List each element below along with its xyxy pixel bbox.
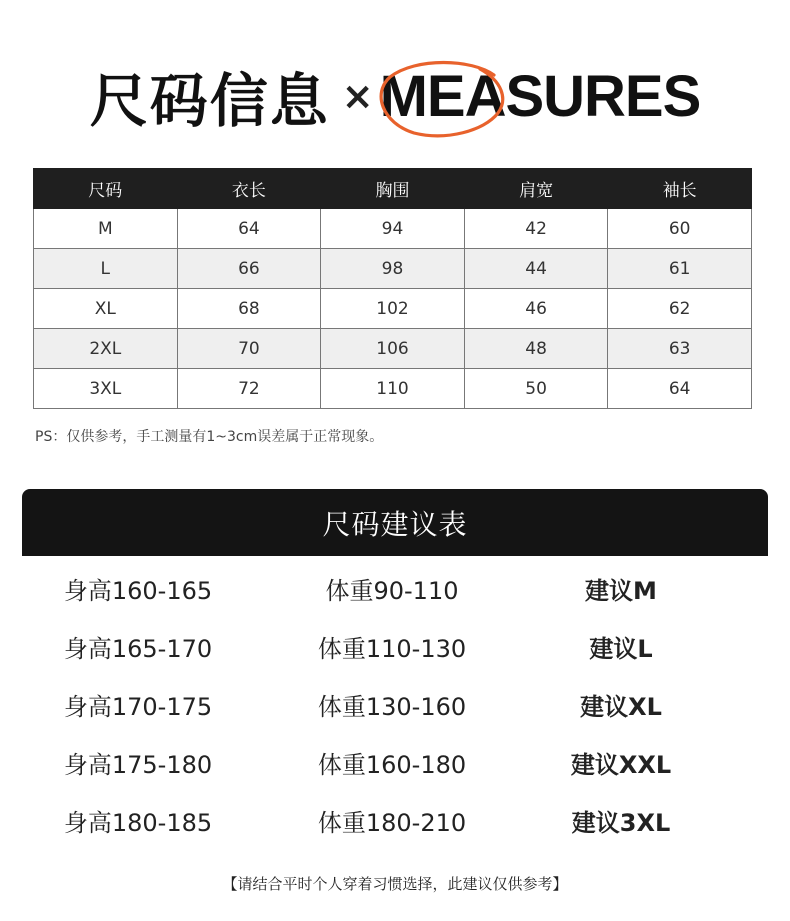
height-range: 身高180-185 xyxy=(63,809,213,837)
length-cell: 64 xyxy=(177,209,321,249)
chest-cell: 98 xyxy=(321,249,465,289)
table-header-row xyxy=(34,169,752,209)
table-row xyxy=(34,289,752,329)
length-cell: 66 xyxy=(177,249,321,289)
list-item xyxy=(0,682,790,740)
size-cell: 2XL xyxy=(34,329,178,369)
weight-range: 体重180-210 xyxy=(317,809,467,837)
list-item xyxy=(0,798,790,856)
weight-range: 体重90-110 xyxy=(325,577,459,605)
shoulder-cell: 50 xyxy=(464,369,608,409)
suggested-size: 建议XL xyxy=(580,693,662,721)
column-header: 袖长 xyxy=(608,169,752,209)
recommendation-title: 尺码建议表 xyxy=(322,507,468,541)
shoulder-cell: 44 xyxy=(464,249,608,289)
sleeve-cell: 62 xyxy=(608,289,752,329)
title-chinese: 尺码信息 xyxy=(89,67,330,135)
chest-cell: 110 xyxy=(321,369,465,409)
recommendation-list xyxy=(0,566,790,856)
chest-cell: 94 xyxy=(321,209,465,249)
table-row xyxy=(34,249,752,289)
footer-disclaimer: 【请结合平时个人穿着习惯选择，此建议仅供参考】 xyxy=(222,875,568,893)
weight-range: 体重130-160 xyxy=(317,693,467,721)
height-range: 身高170-175 xyxy=(63,693,213,721)
title-english-wrap xyxy=(380,63,701,130)
title-english: MEASURES xyxy=(379,63,701,129)
height-range: 身高160-165 xyxy=(63,577,213,605)
column-header: 衣长 xyxy=(177,169,321,209)
table-row xyxy=(34,369,752,409)
column-header: 尺码 xyxy=(34,169,178,209)
column-header: 肩宽 xyxy=(464,169,608,209)
table-row xyxy=(34,329,752,369)
page-title xyxy=(0,56,790,136)
list-item xyxy=(0,624,790,682)
sleeve-cell: 63 xyxy=(608,329,752,369)
sleeve-cell: 61 xyxy=(608,249,752,289)
column-header: 胸围 xyxy=(321,169,465,209)
chest-cell: 106 xyxy=(321,329,465,369)
list-item xyxy=(0,566,790,624)
measurement-note: PS：仅供参考，手工测量有1~3cm误差属于正常现象。 xyxy=(35,429,384,445)
title-separator: × xyxy=(341,74,374,118)
suggested-size: 建议3XL xyxy=(571,809,671,837)
size-cell: 3XL xyxy=(34,369,178,409)
length-cell: 72 xyxy=(177,369,321,409)
table-row xyxy=(34,209,752,249)
chest-cell: 102 xyxy=(321,289,465,329)
size-cell: L xyxy=(34,249,178,289)
sleeve-cell: 64 xyxy=(608,369,752,409)
length-cell: 70 xyxy=(177,329,321,369)
length-cell: 68 xyxy=(177,289,321,329)
shoulder-cell: 42 xyxy=(464,209,608,249)
sleeve-cell: 60 xyxy=(608,209,752,249)
weight-range: 体重110-130 xyxy=(317,635,467,663)
list-item xyxy=(0,740,790,798)
shoulder-cell: 46 xyxy=(464,289,608,329)
size-chart-table xyxy=(33,168,752,409)
size-cell: M xyxy=(34,209,178,249)
suggested-size: 建议M xyxy=(585,577,657,605)
shoulder-cell: 48 xyxy=(464,329,608,369)
weight-range: 体重160-180 xyxy=(317,751,467,779)
height-range: 身高175-180 xyxy=(63,751,213,779)
height-range: 身高165-170 xyxy=(63,635,213,663)
size-cell: XL xyxy=(34,289,178,329)
suggested-size: 建议L xyxy=(589,635,653,663)
suggested-size: 建议XXL xyxy=(570,751,672,779)
recommendation-banner xyxy=(22,489,768,556)
